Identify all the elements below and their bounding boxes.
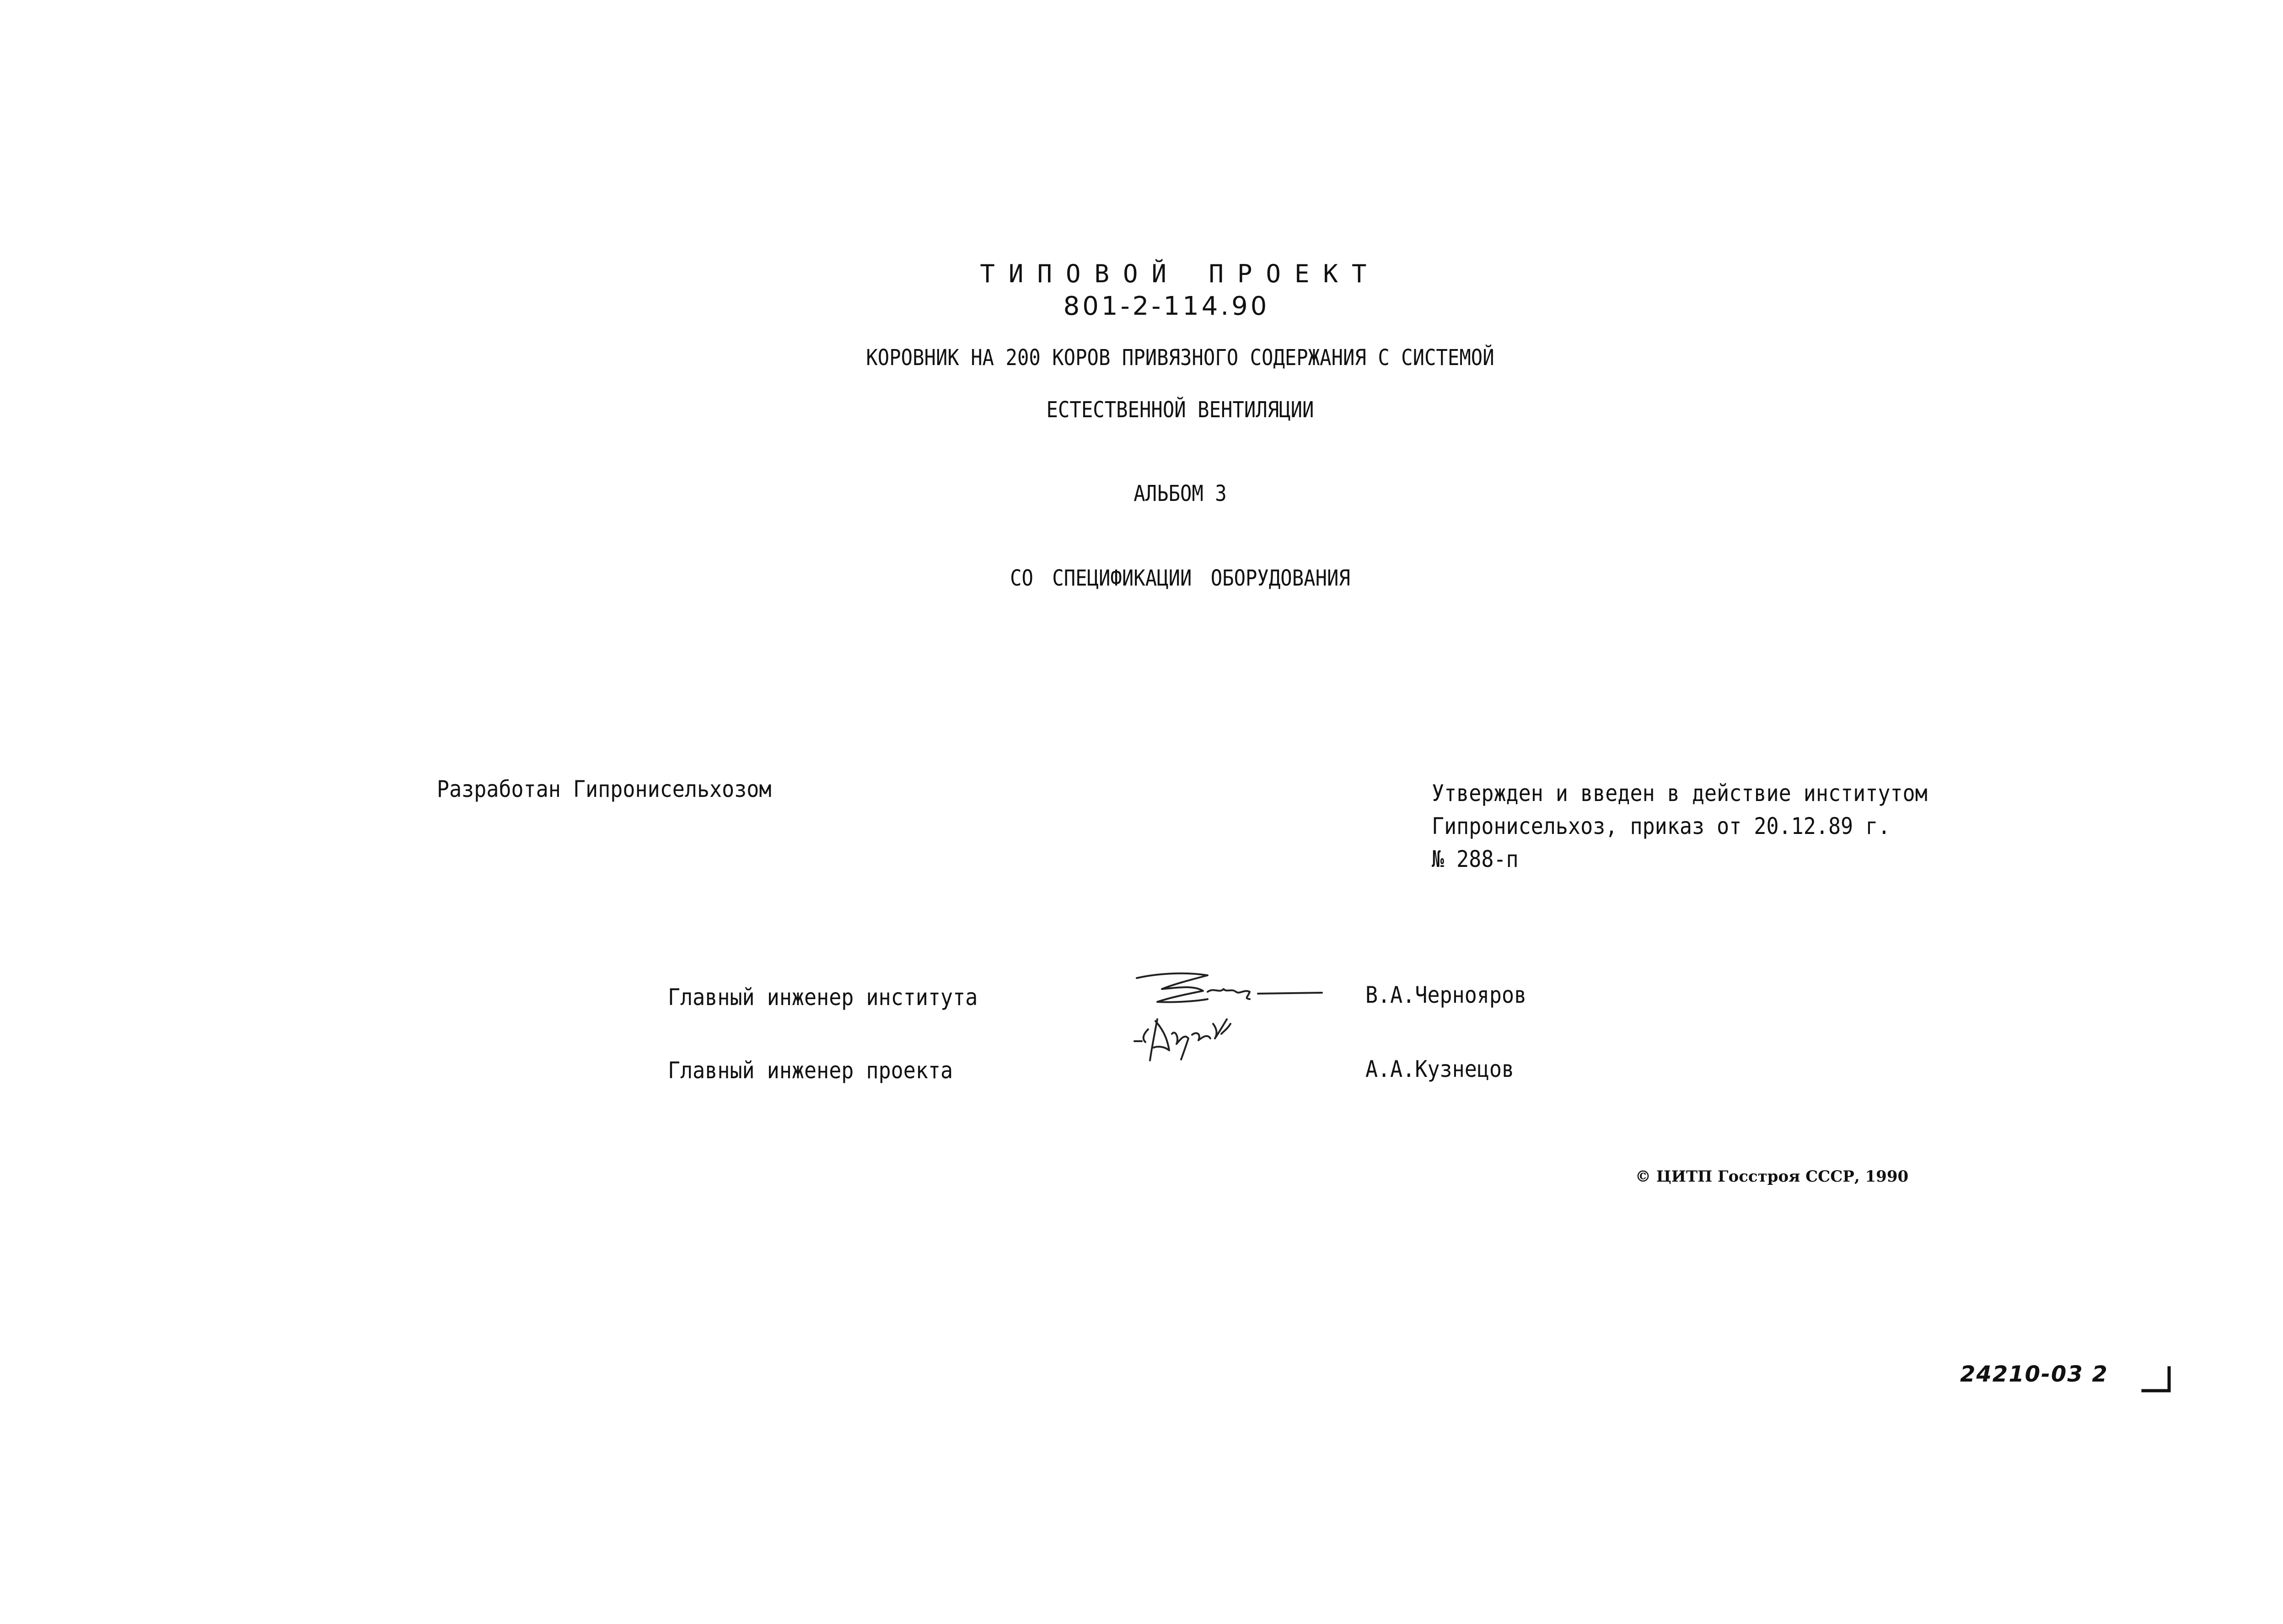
signatory-role-1: Главный инженер института: [668, 984, 978, 1011]
handwritten-signature-icon: [1130, 965, 1349, 1089]
signatory-name-2: А.А.Кузнецов: [1365, 1056, 1515, 1082]
album-label: АЛЬБОМ 3: [1133, 481, 1227, 506]
archive-number: 24210-03 2: [1960, 1361, 2108, 1387]
signatory-name-1: В.А.Чернояров: [1365, 982, 1527, 1008]
approval-line-2: Гипронисельхоз, приказ от 20.12.89 г.: [1432, 813, 1891, 839]
developer-label: Разработан Гипронисельхозом: [437, 776, 772, 802]
corner-bracket-mark-icon: [2141, 1366, 2173, 1393]
approval-line-3: № 288-п: [1432, 846, 1519, 872]
project-name-line-2: ЕСТЕСТВЕННОЙ ВЕНТИЛЯЦИИ: [1046, 397, 1314, 423]
approval-line-1: Утвержден и введен в действие институтом: [1432, 780, 1928, 807]
signatory-role-2: Главный инженер проекта: [668, 1057, 953, 1084]
approval-block: [1432, 777, 1928, 876]
project-number: 801-2-114.90: [1063, 291, 1270, 321]
section-title: СО СПЕЦИФИКАЦИИ ОБОРУДОВАНИЯ: [1010, 565, 1350, 591]
project-name-line-1: КОРОВНИК НА 200 КОРОВ ПРИВЯЗНОГО СОДЕРЖАНИЯ С СИСТЕМОЙ: [866, 345, 1494, 371]
document-type-title: ТИПОВОЙ ПРОЕКТ: [980, 259, 1381, 288]
copyright-notice: © ЦИТП Госстроя СССР, 1990: [1635, 1167, 1909, 1186]
